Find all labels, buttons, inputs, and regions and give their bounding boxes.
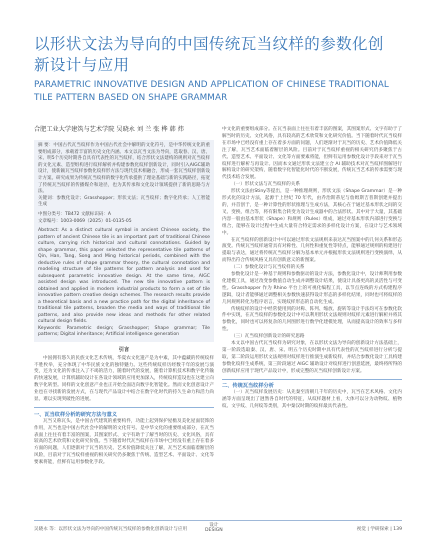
right-paragraph-7: （一）瓦当纹样发展历史：从先秦至清朝几千年的历史中，瓦当在艺术风格、文化内涵等方面呈现出了迥然各自时代的特征，从纹样题材上看，大体可以分为动物纹、植物纹、文字纹、几何纹等类别，其中秦汉时期的纹样最具代表性。 bbox=[222, 390, 402, 410]
section-divider bbox=[34, 407, 214, 408]
section1-heading: 一、瓦当纹样分析的研究方法与意义 bbox=[34, 411, 118, 418]
right-column bbox=[222, 127, 402, 411]
article-title-en: PARAMETRIC INNOVATIVE DESIGN AND APPLICATION OF CHINESE TRADITIONAL TILE PATTERN BASED ON SHAPE GRAMMAR bbox=[34, 80, 389, 103]
classification-cn: 中图分类号：TB472 文献标识码：A bbox=[38, 211, 111, 217]
intro-heading: 引言 bbox=[118, 346, 130, 353]
footer-rule bbox=[34, 520, 402, 521]
right-paragraph-2: 形状文法由Stiny等提出，是一种推理规则，形状文法（Shape Grammar）是一种形式化的设计方法，起源于上世纪 70 年代，由乔治斯蒂尼与詹姆斯吉普斯创建并提出的，并首创于，是一种计算性的形状推理与生成方法，其核心在于通过基本形状之间的交叉、变换、组合等，将有限集合转变为设计生成器中的合法形状。其中对于大量，其基础内容一般由基本形状（Shape）和规则（Rules）组成，通过对基本形状内部进行变换与组合，能够在设计过程中生成大量符合特定需求的多样化设计方案，在设计与艺术领域中。 bbox=[222, 189, 402, 236]
footer-journal-mark bbox=[205, 523, 223, 534]
abstract-box bbox=[34, 140, 214, 342]
subsection-heading-3: （三）瓦当纹样创新设计的研究思路 bbox=[231, 334, 305, 340]
right-paragraph-3: 在瓦当纹样的创新设计中可以通过形状文法规则来表达瓦当图案中的几何关系和形态演变。传统瓦当纹样通常具有对称性、几何性和重复性等特点，能够通过规则的构建进行提取与表达，通过将传统瓦当纹样分解为基本单元并根据形状文法规则进行变换演绎，从而得出符合传统风格又具有创新意义的新图案。 bbox=[222, 237, 402, 264]
section-divider-right bbox=[222, 379, 402, 380]
section2-heading: 二、传统瓦当纹样分析 bbox=[222, 383, 274, 390]
subsection-heading-1: （一）形状文法与瓦当纹样的关系 bbox=[231, 182, 300, 188]
intro-paragraph: 中国拥有悠久的民族文化艺术传统，华夏农文化遗产是为中素，其中蕴藏的传统纹样不胜枚举，充分体现了中华民族文化的独特魅力。这些传统纹样历经数千年的发展与演变，还为文化的传承注入了不竭的活力，随着时代的发展，随着计算机技术和数字化传输的快速发展，计算机辅助设计在各设计领域的应用更加深入，传统纹样造设也在这建立向数字化转型。同样的文化创意产业也正开始全面迈向数字化智能化。然而文化创意设计产业也在寻找新的发展方式，在与现代产品设计中结合在数字化时代的持久生命力和活力尚显。难以实现突破性的进展。 bbox=[34, 355, 214, 403]
abstract-cn: 摘 要：中国古代瓦当纹样作为中国古代社会中解明的文化符号，是中华传统文化的重要组成部分，承载着丰富的历史文化内涵。本文以瓦当文法为导向，选取春、汉、唐、宋、明5个历史时期各自具有代表性的瓦当纹样，结合形状文法建构的规则对瓦当纹样的文化元素、造型组构进行纹样解析并构建参数化纹样创新设计，同时引入AIGC辅助设计，使新颖瓦当纹样参数化纹样形方法与现代技术相融合，形成一套瓦当纹样创新设计方案。研究成果为传统瓦当纹样的数字化传承提供了理论基础与新的实践路径，拓宽了传统瓦当纹样的传播媒介和途径，也为其传承和文化设计领域提供了新的思路与方法。 bbox=[38, 143, 210, 195]
footer-page-info: 视觉 | 学研探索 | 139 bbox=[356, 527, 402, 532]
section1-paragraph: 瓦当又称瓦头，是中国古代建筑的重要构件，功能上起到保护屋檐及美化屋面装饰的作用，瓦当也是中国古代社会中的解明的文化符号。是中华文化的重要组成部分，在瓦当表面上往往有着丰富的图案，其图案形式、文字有助于了解当时的历史、文化风俗，具有较高的艺术欣赏和文化研究价值。当下随着时代瓦当纹样在市场中已经没有重上存在着多方面的问题，人们逐渐对于瓦当的历史、艺术价值降低关注了解，瓦当艺术面临着断层的风险，目前对于瓦当纹样重视的相关研究仍多聚焦于传统、造型艺术、平面设计、文化等要素将能，但鲜有运用参数化手段。 bbox=[34, 418, 214, 466]
subsection-heading-2: （二）参数化设计与瓦当纹样的关系 bbox=[231, 265, 305, 271]
left-column bbox=[34, 140, 214, 467]
article-number-cn: 文章编号：1003-0069（2025）01-0135-05 bbox=[38, 218, 132, 224]
authors-line: 合肥工业大学建筑与艺术学院 吴晓永 刘 兰 张 桦 韩 炜 bbox=[34, 126, 184, 133]
abstract-en: Abstract: As a distinct cultural symbol in ancient Chinese society, the pattern of ancient Chinese tile is an important part of traditional Chinese culture, carrying rich historical and cultural connotations. Guided by shape grammar, this paper selected the representative tile patterns of Qin, Han, Tang, Song and Ming historical periods, combined with the deductive rules of shape grammar theory, the cultural connotation and modeling structure of tile patterns for pattern analysis and used for subsequent parametric innovative design. At the same time, AIGC assisted design was introduced. The new tile innovative pattern is obtained and applied in modern industrial products to form a set of tile innovative pattern creative design schemes. The research results provide a theoretical basis and a new practice path for the digital inheritance of traditional tile patterns, broaden the media and ways of traditional tile patterns, and also provide new ideas and methods for other related cultural design fields. bbox=[38, 228, 210, 325]
footer-citation: 吴晓永 等：以形状文法为导向的中国传统瓦当纹样的参数化创新设计与应用 bbox=[34, 527, 188, 532]
right-paragraph-4: 参数化设计是一种基于规则和参数驱动的设计方法，参数化设计中，设计师利用参数化建模工具，通过改变参数值自动生成并调整设计结果，使设计具备更高的灵活性与可变性。Grasshopper 作为 Rhino 平台上的可视化编程工具，以节点连线的方式构建程序逻辑，设计者能够通过调整相关参数快速获得设计形态的多样化结果，同时也可将纹样的几何规则转化为程序语言，实现纹样形态的自动化生成。 bbox=[222, 272, 402, 305]
right-paragraph-6: 本文以中国古代瓦当纹样为研究对象，在以形状文法为导向的创新设计方法基础上，第一阶段选取秦、汉、唐、宋、明五个历史时期中具有代表性的瓦当纹样进行分析与提取，第二阶段运用形状文法规则对纹样进行推演生成新纹样，并结合参数化设计工具构建参数化纹样生成系统，第三阶段通过 AIGC 辅助设计对纹样进行创意延展，最终将所得的创新纹样应用于现代产品设计中，形成完整的瓦当纹样创新设计方案。 bbox=[222, 341, 402, 374]
right-paragraph-5: 传统纹样的设计中经常使用到的对称、阵列、缩放、旋转等设计手法均可在参数化软件中实现，在瓦当纹样的参数化设计中可以利用形状文法规则对纹样元素进行解析并将其参数化，同时也可以将复杂的几何图形进行数学化建模处理，从而提高设计的效率与多样性。 bbox=[222, 306, 402, 333]
footer-journal-cn: 设计 bbox=[209, 523, 219, 528]
keywords-cn: 关键词：参数化设计；Grasshopper；形状文法；瓦当纹样；数字化传承；人工智能生成 bbox=[38, 195, 210, 208]
right-paragraph-1: 中文化的重要组成部分。在瓦当表面上往往有着丰富的图案，其图案形式、文字有助于了解当时的历史、文化风俗，具有较高的艺术欣赏和文化研究价值。当下随着时代瓦当纹样在市场中已经没有重上存在着多方面的问题，人们逐渐对于瓦当的历史、艺术价值降低关注了解，瓦当艺术面临着断层的风险。目前对于瓦当纹样重视的相关研究仍多聚焦于古代、造型艺术、平面设计、文化等方面要素将能，但鲜有运用参数化设计手段来对于瓦当纹样进行解析与再设计。因而本文通过形状文法建立合 AI 辅助技术对瓦当纹样图解进行解构设计的研究架构，随着数字化智能化时代的不断发展，传统瓦当艺术的传承需要与现代技术结合发展。 bbox=[222, 127, 402, 181]
article-title-cn: 以形状文法为导向的中国传统瓦当纹样的参数化创新设计与应用 bbox=[34, 35, 384, 74]
footer-journal-en: DESIGN bbox=[205, 528, 223, 534]
keywords-en: Keywords: Parametric design; Grasshopper; Shape grammar; Tile patterns; Digital inheritance; Artificial intelligence generation bbox=[38, 325, 210, 338]
